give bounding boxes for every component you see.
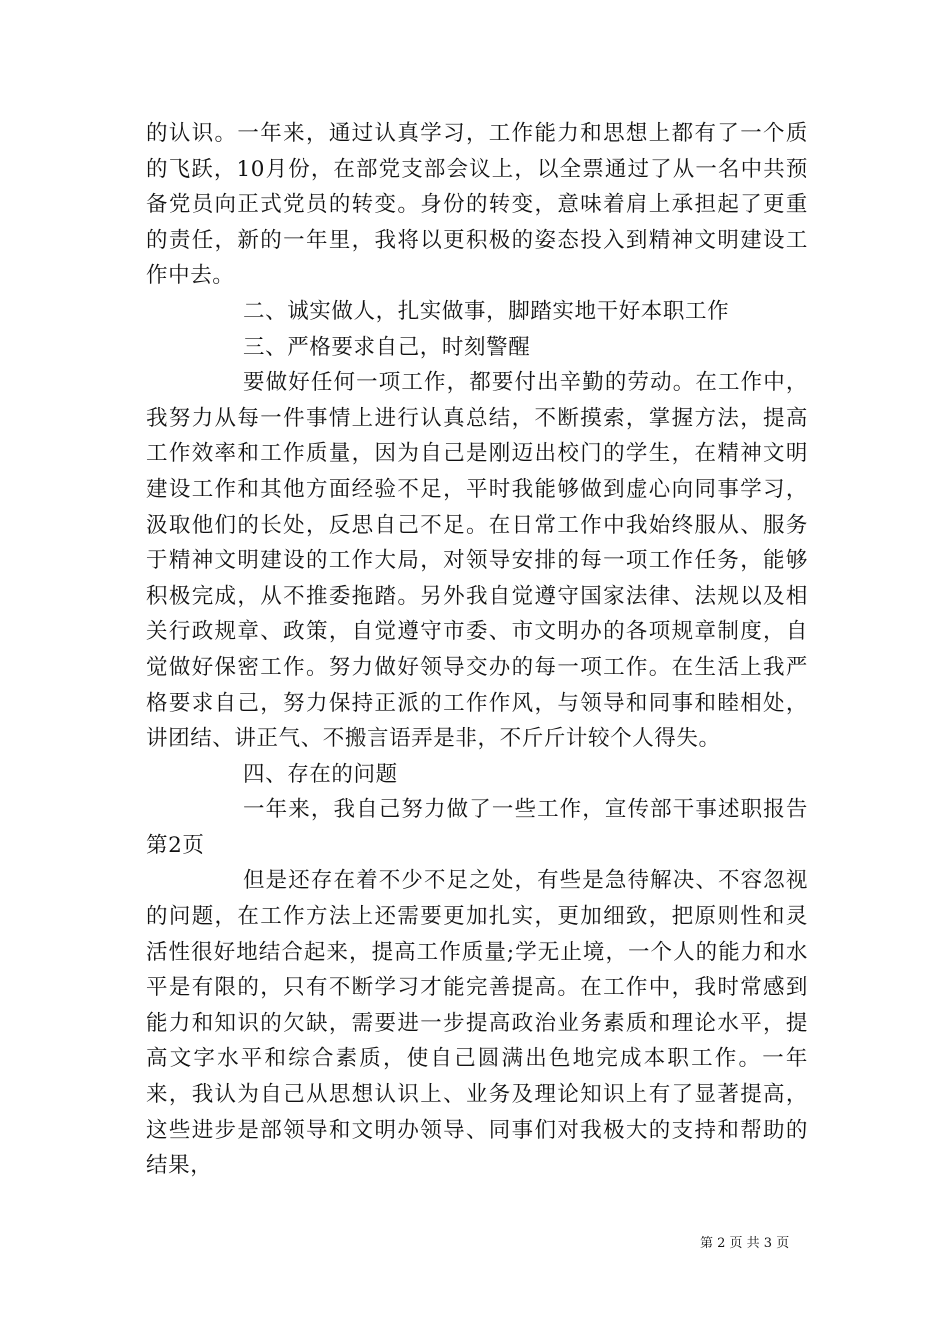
- paragraph-summary-intro: 一年来，我自己努力做了一些工作，宣传部干事述职报告第2页: [146, 797, 808, 858]
- page-number-footer: 第 2 页 共 3 页: [700, 1236, 790, 1251]
- section-heading-four: 四、存在的问题: [243, 761, 398, 787]
- document-body: [146, 116, 808, 1184]
- section-heading-two: 二、诚实做人，扎实做事，脚踏实地干好本职工作: [243, 298, 730, 324]
- section-heading-three: 三、严格要求自己，时刻警醒: [243, 334, 531, 360]
- paragraph-continued: 的认识。一年来，通过认真学习，工作能力和思想上都有了一个质的飞跃，10月份，在部党支部会议上，以全票通过了从一名中共预备党员向正式党员的转变。身份的转变，意味着肩上承担起了更重的责任，新的一年里，我将以更积极的姿态投入到精神文明建设工作中去。: [146, 121, 808, 289]
- paragraph-work-effort: 要做好任何一项工作，都要付出辛勤的劳动。在工作中，我努力从每一件事情上进行认真总结，不断摸索，掌握方法，提高工作效率和工作质量，因为自己是刚迈出校门的学生，在精神文明建设工作和其他方面经验不足，平时我能够做到虚心向同事学习，汲取他们的长处，反思自己不足。在日常工作中我始终服从、服务于精神文明建设的工作大局，对领导安排的每一项工作任务，能够积极完成，从不推委拖踏。另外我自觉遵守国家法律、法规以及相关行政规章、政策，自觉遵守市委、市文明办的各项规章制度，自觉做好保密工作。努力做好领导交办的每一项工作。在生活上我严格要求自己，努力保持正派的工作作风，与领导和同事和睦相处，讲团结、讲正气、不搬言语弄是非，不斤斤计较个人得失。: [146, 370, 808, 752]
- paragraph-shortcomings: 但是还存在着不少不足之处，有些是急待解决、不容忽视的问题，在工作方法上还需要更加扎实，更加细致，把原则性和灵活性很好地结合起来，提高工作质量;学无止境，一个人的能力和水平是有限的，只有不断学习才能完善提高。在工作中，我时常感到能力和知识的欠缺，需要进一步提高政治业务素质和理论水平，提高文字水平和综合素质，使自己圆满出色地完成本职工作。一年来，我认为自己从思想认识上、业务及理论知识上有了显著提高，这些进步是部领导和文明办领导、同事们对我极大的支持和帮助的结果，: [146, 868, 808, 1179]
